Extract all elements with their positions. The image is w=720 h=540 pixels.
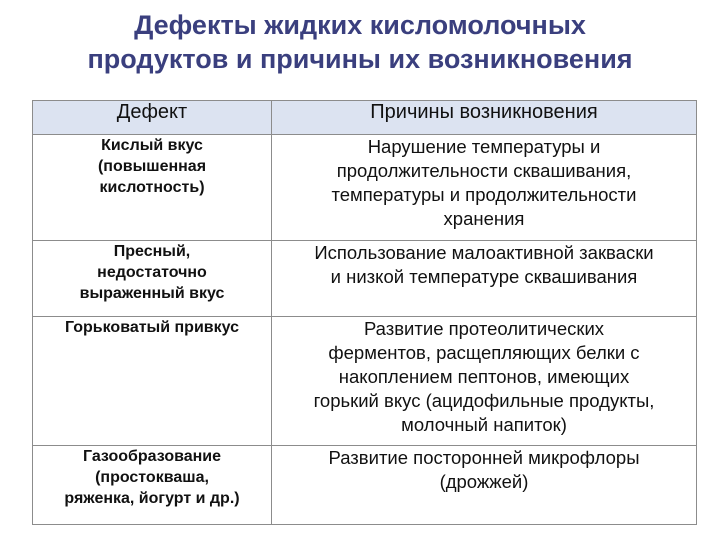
cause-line: температуры и продолжительности	[331, 184, 637, 205]
table-header-row	[33, 101, 697, 135]
cause-line: ферментов, расщепляющих белки с	[328, 342, 640, 363]
cause-line: хранения	[443, 208, 525, 229]
cause-cell	[272, 241, 697, 317]
cause-line: и низкой температуре сквашивания	[330, 266, 638, 287]
defect-line: недостаточно	[97, 264, 207, 281]
defect-cell	[33, 135, 272, 241]
defect-cell	[33, 446, 272, 525]
table-row	[33, 446, 697, 525]
cause-line: Развитие протеолитических	[363, 318, 605, 339]
defect-line: ряженка, йогурт и др.)	[64, 490, 240, 507]
cause-line: горький вкус (ацидофильные продукты,	[313, 390, 655, 411]
cause-line: молочный напиток)	[401, 414, 567, 435]
header-defect: Дефект	[33, 101, 272, 135]
page-title	[0, 8, 720, 76]
defects-table	[32, 100, 697, 525]
defect-cell	[33, 317, 272, 446]
cause-line: накоплением пептонов, имеющих	[338, 366, 630, 387]
cause-cell	[272, 446, 697, 525]
header-causes: Причины возникновения	[272, 101, 697, 135]
title-line-1: Дефекты жидких кисломолочных	[134, 10, 586, 40]
cause-cell	[272, 317, 697, 446]
defect-line: Газообразование	[82, 448, 222, 465]
defect-line: Кислый вкус	[101, 137, 203, 154]
defect-line: Горьковатый привкус	[64, 319, 240, 336]
defect-line: Пресный,	[113, 243, 191, 260]
table-row	[33, 317, 697, 446]
table-row	[33, 135, 697, 241]
defect-cell	[33, 241, 272, 317]
cause-line: (дрожжей)	[439, 471, 529, 492]
cause-line: Развитие посторонней микрофлоры	[328, 447, 640, 468]
defect-line: (повышенная	[97, 158, 207, 175]
defect-line: выраженный вкус	[79, 285, 225, 302]
cause-line: Нарушение температуры и	[367, 136, 601, 157]
title-line-2: продуктов и причины их возникновения	[87, 44, 633, 74]
cause-cell	[272, 135, 697, 241]
defect-line: (простокваша,	[95, 469, 209, 486]
cause-line: продолжительности сквашивания,	[336, 160, 632, 181]
defect-line: кислотность)	[99, 179, 205, 196]
table-row	[33, 241, 697, 317]
cause-line: Использование малоактивной закваски	[314, 242, 654, 263]
